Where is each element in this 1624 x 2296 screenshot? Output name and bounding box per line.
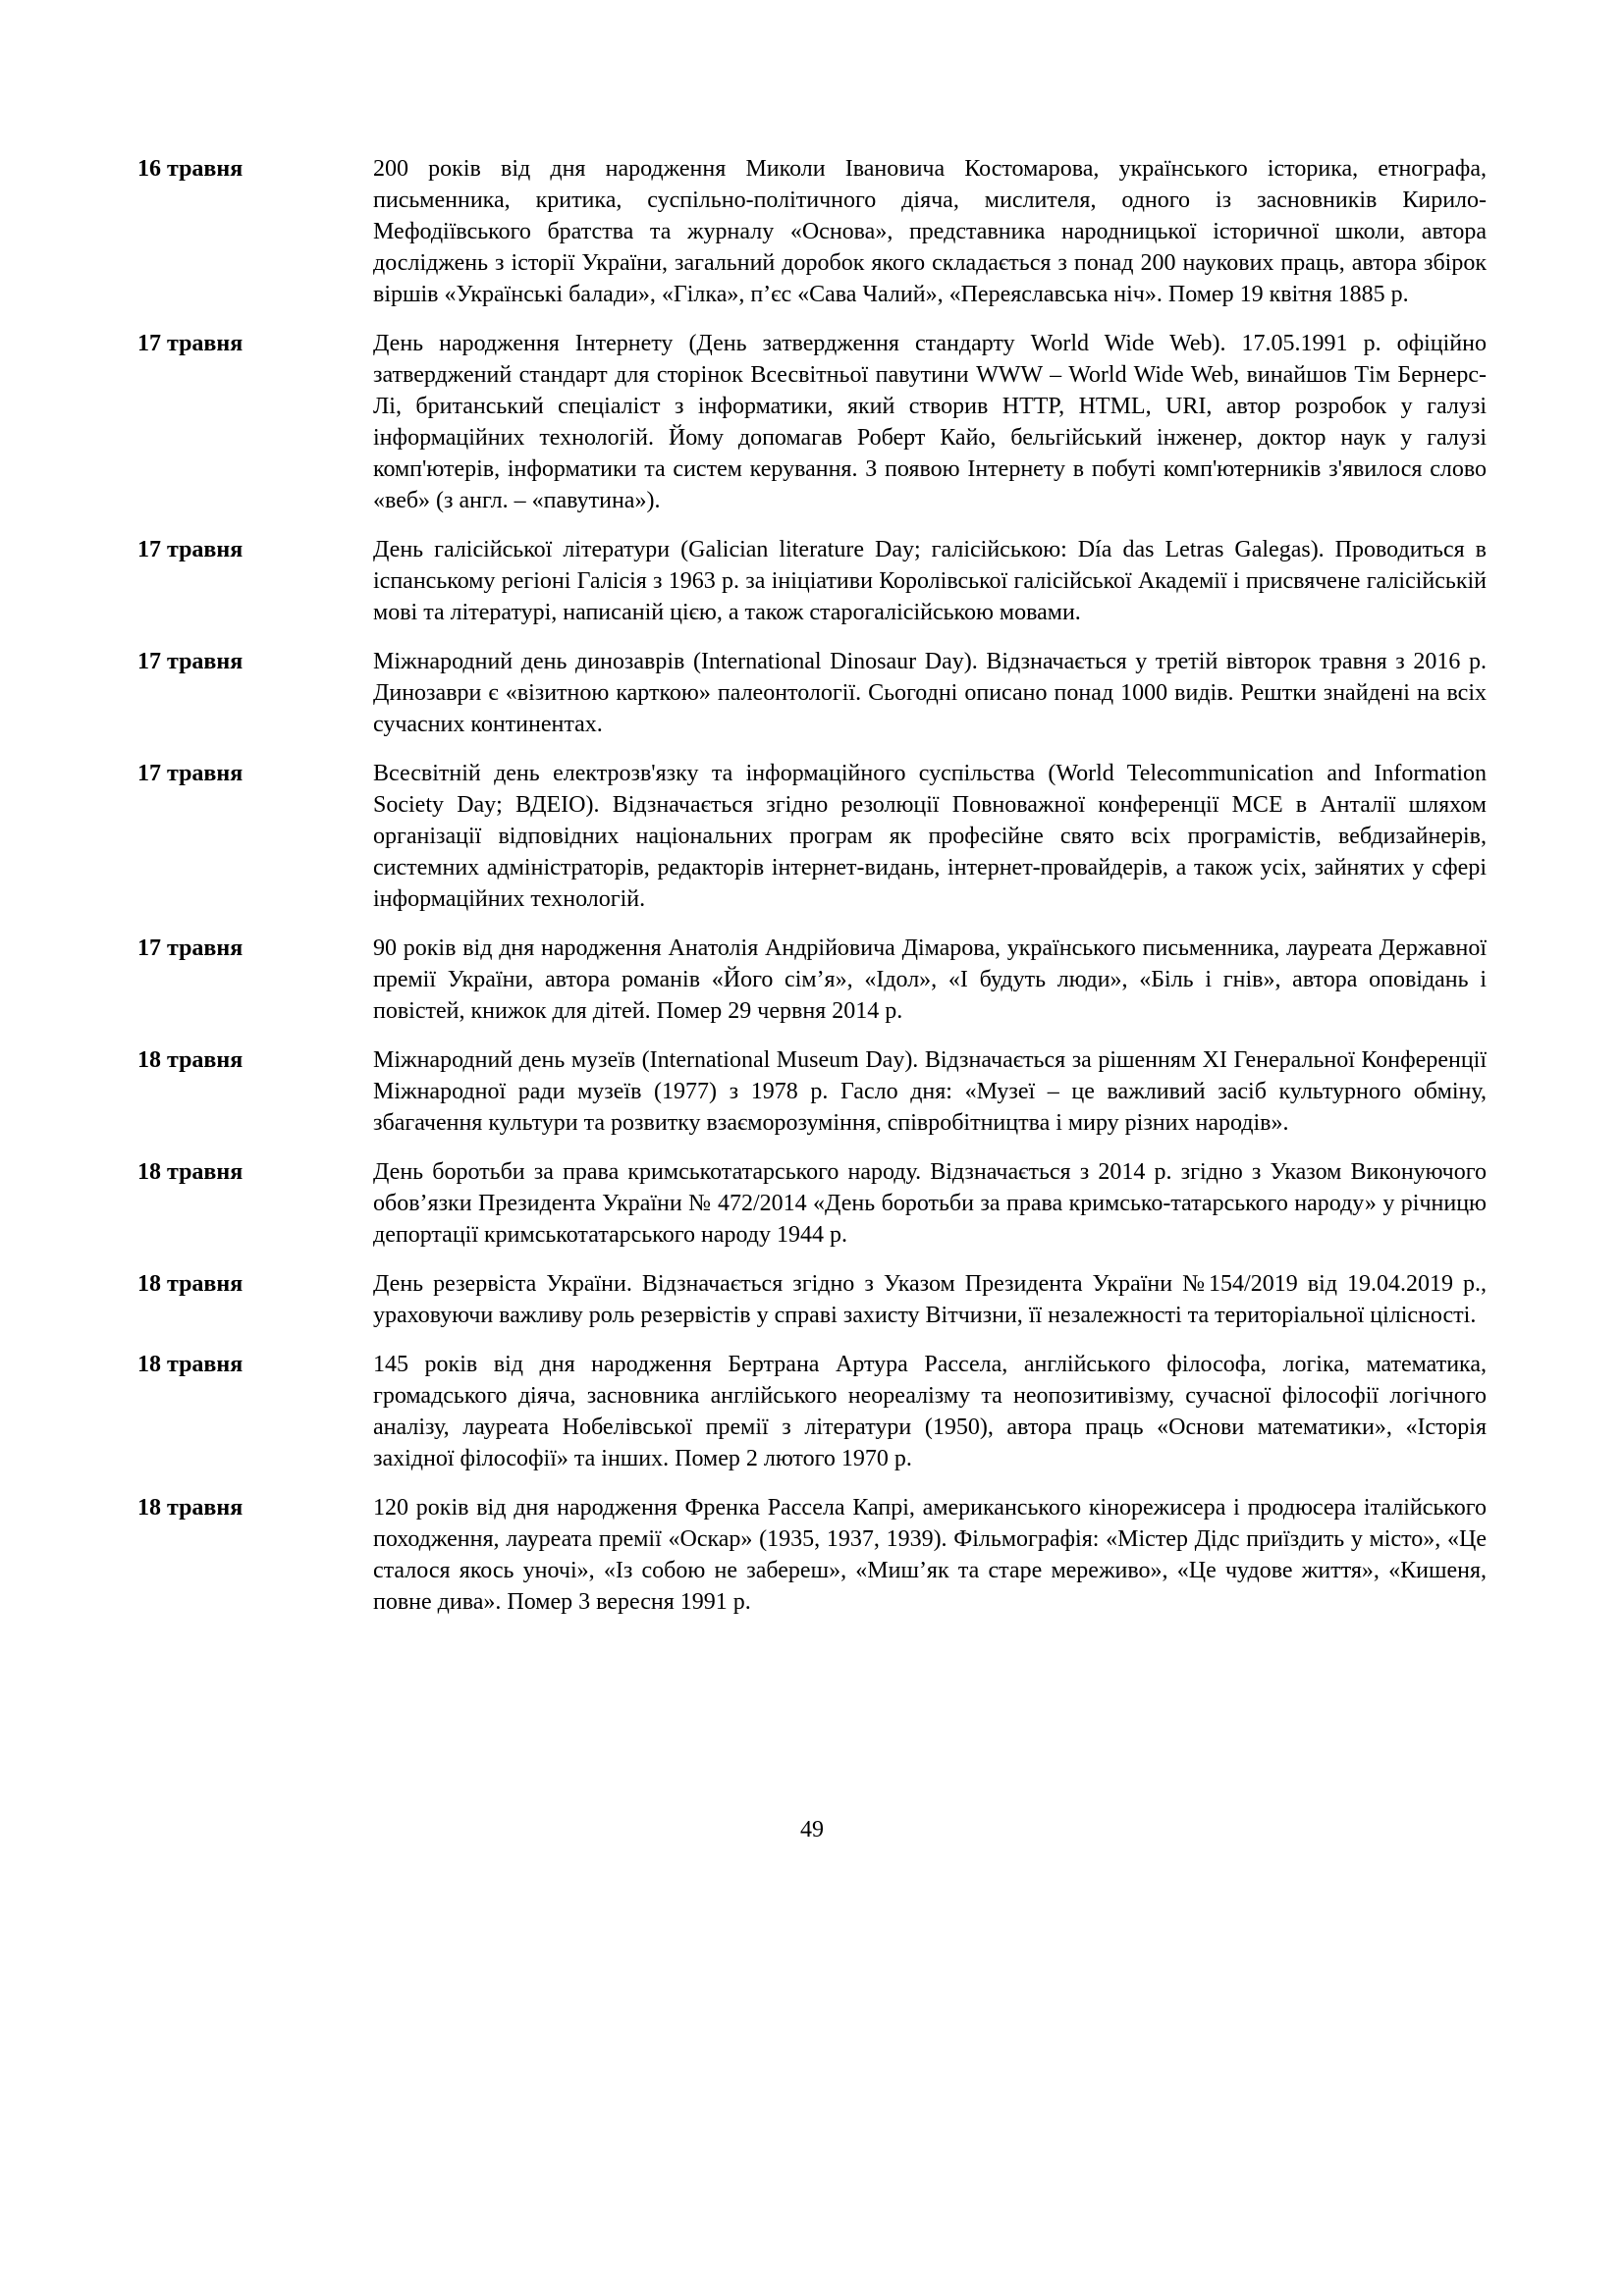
calendar-entry — [137, 534, 1487, 628]
calendar-entries — [137, 153, 1487, 1635]
entry-description: 90 років від дня народження Анатолія Андрійовича Дімарова, українського письменника, лауреата Державної премії України, автора романів «Його сім’я», «Ідол», «І будуть люди», «Біль і гнів», автора оповідань і повістей, книжок для дітей. Помер 29 червня 2014 р. — [373, 935, 1487, 1024]
calendar-entry — [137, 1492, 1487, 1618]
entry-description: 145 років від дня народження Бертрана Артура Рассела, англійського філософа, логіка, математика, громадського діяча, засновника англійського неореалізму та неопозитивізму, сучасної філософії логічного аналізу, лауреата Нобелівської премії з літератури (1950), автора праць «Основи математики», «Історія західної філософії» та інших. Помер 2 лютого 1970 р. — [373, 1352, 1487, 1471]
entry-date: 17 травня — [137, 537, 244, 562]
page-number: 49 — [800, 1817, 824, 1842]
entry-description: Всесвітній день електрозв'язку та інформаційного суспільства (World Telecommunication and Information Society Day; ВДЕІО). Відзначається згідно резолюції Повноважної конференції МСЕ в Анталії шляхом організації відповідних національних програм як професійне свято всіх програмістів, вебдизайнерів, системних адміністраторів, редакторів інтернет-видань, інтернет-провайдерів, а також усіх, зайнятих у сфері інформаційних технологій. — [373, 761, 1487, 912]
entry-date: 18 травня — [137, 1495, 244, 1521]
entry-description: День народження Інтернету (День затвердження стандарту World Wide Web). 17.05.1991 р. офіційно затверджений стандарт для сторінок Всесвітньої павутини WWW – World Wide Web, винайшов Тім Бернерс-Лі, британський спеціаліст з інформатики, який створив HTTP, HTML, URI, автор розробок у галузі інформаційних технологій. Йому допомагав Роберт Кайо, бельгійський інженер, доктор наук у галузі комп'ютерів, інформатики та систем керування. З появою Інтернету в побуті комп'ютерників з'явилося слово «веб» (з англ. – «павутина»). — [373, 331, 1487, 513]
entry-date: 17 травня — [137, 761, 244, 786]
entry-date: 16 травня — [137, 156, 244, 182]
entry-date: 17 травня — [137, 649, 244, 674]
entry-description: День резервіста України. Відзначається згідно з Указом Президента України №154/2019 від 19.04.2019 р., ураховуючи важливу роль резервістів у справі захисту Вітчизни, її незалежності та територіальної цілісності. — [373, 1271, 1487, 1328]
entry-date: 18 травня — [137, 1159, 244, 1185]
calendar-entry — [137, 646, 1487, 740]
entry-description: День боротьби за права кримськотатарського народу. Відзначається з 2014 р. згідно з Указом Виконуючого обов’язки Президента України № 472/2014 «День боротьби за права кримсько-татарського народу» у річницю депортації кримськотатарського народу 1944 р. — [373, 1159, 1487, 1248]
calendar-entry — [137, 1268, 1487, 1331]
calendar-entry — [137, 933, 1487, 1027]
entry-date: 18 травня — [137, 1352, 244, 1377]
entry-description: 120 років від дня народження Френка Рассела Капрі, американського кінорежисера і продюсера італійського походження, лауреата премії «Оскар» (1935, 1937, 1939). Фільмографія: «Містер Дідс приїздить у місто», «Це сталося якось уночі», «Із собою не забереш», «Миш’як та старе мереживо», «Це чудове життя», «Кишеня, повне дива». Помер 3 вересня 1991 р. — [373, 1495, 1487, 1615]
calendar-entry — [137, 328, 1487, 516]
entry-date: 17 травня — [137, 935, 244, 961]
calendar-entry — [137, 758, 1487, 915]
calendar-entry — [137, 153, 1487, 310]
entry-description: Міжнародний день музеїв (International Museum Day). Відзначається за рішенням XI Генеральної Конференції Міжнародної ради музеїв (1977) з 1978 р. Гасло дня: «Музеї – це важливий засіб культурного обміну, збагачення культури та розвитку взаєморозуміння, співробітництва і миру різних народів». — [373, 1047, 1487, 1136]
entry-date: 18 травня — [137, 1271, 244, 1297]
entry-description: День галісійської літератури (Galician literature Day; галісійською: Día das Letras Galegas). Проводиться в іспанському регіоні Галісія з 1963 р. за ініціативи Королівської галісійської Академії і присвячене галісійській мові та літературі, написаній цією, а також старогалісійською мовами. — [373, 537, 1487, 625]
entry-date: 18 травня — [137, 1047, 244, 1073]
calendar-entry — [137, 1156, 1487, 1251]
entry-description: Міжнародний день динозаврів (International Dinosaur Day). Відзначається у третій вівторок травня з 2016 р. Динозаври є «візитною карткою» палеонтології. Сьогодні описано понад 1000 видів. Рештки знайдені на всіх сучасних континентах. — [373, 649, 1487, 737]
calendar-entry — [137, 1044, 1487, 1139]
entry-date: 17 травня — [137, 331, 244, 356]
entry-description: 200 років від дня народження Миколи Івановича Костомарова, українського історика, етнографа, письменника, критика, суспільно-політичного діяча, мислителя, одного із засновників Кирило-Мефодіївського братства та журналу «Основа», представника народницької історичної школи, автора досліджень з історії України, загальний доробок якого складається з понад 200 наукових праць, автора збірок віршів «Українські балади», «Гілка», п’єс «Сава Чалий», «Переяславська ніч». Помер 19 квітня 1885 р. — [373, 156, 1487, 307]
calendar-entry — [137, 1349, 1487, 1474]
